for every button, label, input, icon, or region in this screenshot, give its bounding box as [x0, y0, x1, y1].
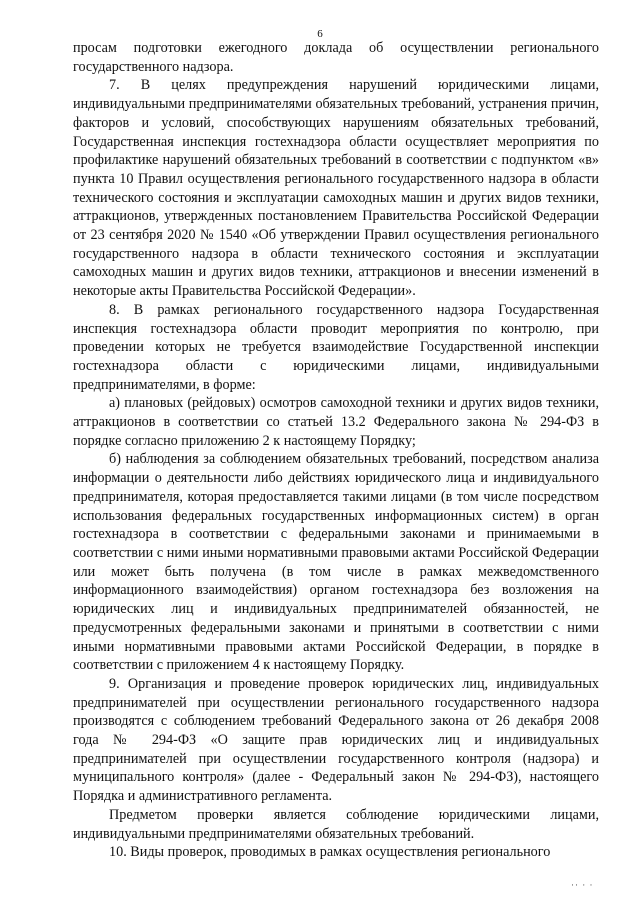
paragraph-inspection-subject: Предметом проверки является соблюдение юридическими лицами, индивидуальными предпринимателями обязательных требований. [73, 806, 599, 842]
paragraph-8a-raid-inspections: а) плановых (рейдовых) осмотров самоходной техники и других видов техники, аттракционов в соответствии со статьей 13.2 Федерального закона № 294-ФЗ в порядке согласно приложению 2 к настоящему Порядку; [73, 395, 599, 449]
paragraph-8b-observation: б) наблюдения за соблюдением обязательных требований, посредством анализа информации о деятельности либо действиях юридического лица и индивидуального предпринимателя, которая предоставляется такими лицами (в том числе посредством использования федеральных государственных информационных систем) в орган гостехнадзора в соответствии с федеральными законами и принимаемыми в соответствии с ними иными нормативными правовыми актами Российской Федерации или может быть получена (в том числе в рамках межведомственного информационного взаимодействия) органом гостехнадзора без возложения на юридических лиц и индивидуальных предпринимателей обязанностей, не предусмотренных федеральными законами и принятыми в соответствии с ними иными нормативными правовыми актами Российской Федерации, в порядке в соответствии с приложением 4 к настоящему Порядку. [73, 451, 599, 674]
paragraph-8-control-measures: 8. В рамках регионального государственного надзора Государственная инспекция гостехнадзора области проводит мероприятия по контролю, при проведении которых не требуется взаимодействие Государственной инспекции гостехнадзора области с юридическими лицами, индивидуальными предпринимателями, в форме: [73, 301, 599, 393]
paragraph-7-prevention: 7. В целях предупреждения нарушений юридическими лицами, индивидуальными предпринимателями обязательных требований, устранения причин, факторов и условий, способствующих нарушениям обязательных требований, Государственная инспекция гостехнадзора области осуществляет мероприятия по профилактике нарушений обязательных требований в соответствии с подпунктом «в» пункта 10 Правил осуществления регионального государственного надзора в области технического состояния и эксплуатации самоходных машин и других видов техники, аттракционов, утвержденных постановлением Правительства Российской Федерации от 23 сентября 2020 № 1540 «Об утверждении Правил осуществления регионального государственного надзора в области технического состояния и эксплуатации самоходных машин и других видов техники, аттракционов и внесении изменений в некоторые акты Правительства Российской Федерации». [73, 77, 599, 300]
paragraph-continuation: просам подготовки ежегодного доклада об осуществлении регионального государственного надзора. [73, 40, 599, 75]
paragraph-10-inspection-types: 10. Виды проверок, проводимых в рамках осуществления регионального [109, 844, 551, 861]
document-body [73, 39, 599, 862]
paragraph-9-inspections: 9. Организация и проведение проверок юридических лиц, индивидуальных предпринимателей при осуществлении регионального государственного надзора производятся с соблюдением требований Федерального закона от 26 декабря 2008 года № 294-ФЗ «О защите прав юридических лиц и индивидуальных предпринимателей при осуществлении государственного контроля (надзора) и муниципального контроля» (далее - Федеральный закон № 294-ФЗ), настоящего Порядка и административного регламента. [73, 675, 599, 805]
page-number: 6 [317, 28, 323, 40]
footer-mark: ·· · · [571, 880, 594, 890]
